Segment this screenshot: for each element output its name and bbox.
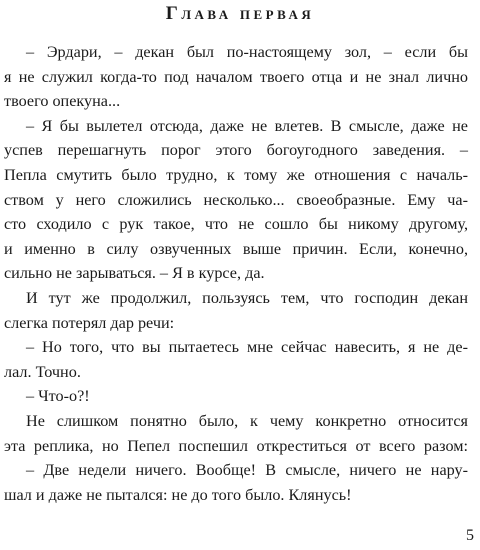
page-number: 5 bbox=[466, 527, 474, 544]
chapter-title: Глава первая bbox=[165, 3, 315, 24]
text-line: – Эрдари, – декан был по-настоящему зол, – если бы bbox=[26, 43, 468, 61]
text-line: твоего опекуна... bbox=[4, 92, 121, 111]
text-line: и именно в силу озвученных выше причин. Если, конечно, bbox=[4, 239, 468, 258]
text-line: успев перешагнуть порог этого богоугодного заведения. – bbox=[4, 141, 468, 160]
text-line: ством у него сложились несколько... своеобразные. Ему ча- bbox=[4, 190, 468, 209]
text-line: И тут же продолжил, пользуясь тем, что господин декан bbox=[26, 288, 468, 307]
text-line: Пепла смутить было трудно, к тому же отношения с началь- bbox=[4, 165, 468, 184]
text-line: лал. Точно. bbox=[4, 362, 81, 381]
text-line: – Что-о?! bbox=[26, 387, 90, 406]
text-line: слегка потерял дар речи: bbox=[4, 313, 175, 332]
text-line: – Но того, что вы пытаетесь мне сейчас навесить, я не де- bbox=[26, 338, 468, 357]
text-line: – Две недели ничего. Вообще! В смысле, ничего не нару- bbox=[26, 461, 468, 480]
body-text bbox=[4, 40, 468, 507]
text-line: сильно не зарываться. – Я в курсе, да. bbox=[4, 264, 265, 283]
text-line: шал и даже не пытался: не до того было. Клянусь! bbox=[4, 485, 352, 504]
text-line: я не служил когда-то под началом твоего отца и не знал лично bbox=[4, 67, 468, 86]
text-line: – Я бы вылетел отсюда, даже не влетев. В смысле, даже не bbox=[26, 116, 468, 135]
text-line: Не слишком понятно было, к чему конкретно относится bbox=[26, 411, 468, 430]
text-line: сто сходило с рук такое, что не сошло бы никому другому, bbox=[4, 215, 468, 234]
text-line: эта реплика, но Пепел поспешил откреститься от всего разом: bbox=[4, 436, 468, 455]
